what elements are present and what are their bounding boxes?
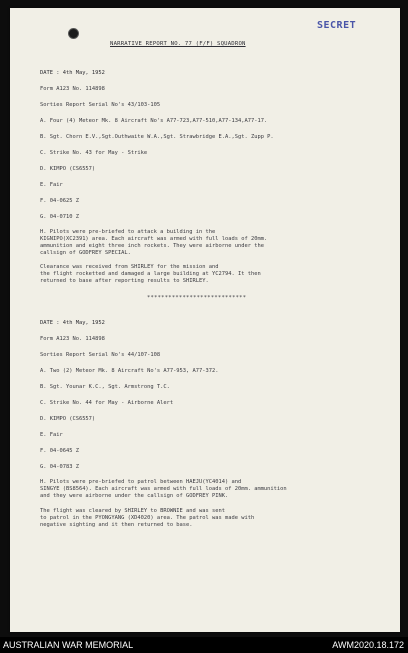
archive-footer	[0, 637, 408, 653]
s2-p2-line: The flight was cleared by SHIRLEY to BROWNIE and was sent	[40, 508, 225, 514]
s1-h-line: H. Pilots were pre-briefed to attack a building in the	[40, 229, 216, 235]
s1-p2-line: returned to base after reporting results to SHIRLEY.	[40, 278, 209, 284]
footer-institution: AUSTRALIAN WAR MEMORIAL	[3, 640, 134, 650]
footer-reference: AWM2020.18.172	[332, 640, 404, 650]
s2-h-line: H. Pilots were pre-briefed to patrol between HAEJU(YC4014) and	[40, 479, 242, 485]
s1-item-d: D. KIMPO (CS6557)	[40, 166, 96, 172]
s1-h-line: KIGNIPO(XC2391) area. Each aircraft was armed with full loads of 20mm.	[40, 236, 268, 242]
s2-h-line: and they were airborne under the callsign of GODFREY PINK.	[40, 493, 229, 499]
s1-h-line: callsign of GODFREY SPECIAL.	[40, 250, 131, 256]
s1-sorties: Sorties Report Serial No's 43/103-105	[40, 102, 161, 108]
s2-date: DATE : 4th May, 1952	[40, 320, 105, 326]
s1-date: DATE : 4th May, 1952	[40, 70, 105, 76]
s2-item-a: A. Two (2) Meteor Mk. 8 Aircraft No's A77-953, A77-372.	[40, 368, 219, 374]
s2-p2-line: to patrol in the PYONGYANG (XD4020) area. The patrol was made with	[40, 515, 255, 521]
secret-stamp: SECRET	[317, 20, 357, 31]
s1-item-f: F. 04-0625 Z	[40, 198, 79, 204]
s1-p2-line: Clearance was received from SHIRLEY for the mission and	[40, 264, 219, 270]
s2-item-g: G. 04-0783 Z	[40, 464, 79, 470]
punch-hole	[68, 28, 79, 39]
s1-h-line: ammunition and eight three inch rockets. They were airborne under the	[40, 243, 264, 249]
s2-item-c: C. Strike No. 44 for May - Airborne Alert	[40, 400, 174, 406]
s1-item-g: G. 04-0710 Z	[40, 214, 79, 220]
section-separator: ****************************	[147, 295, 247, 301]
report-title: NARRATIVE REPORT NO. 77 (F/F) SQUADRON	[110, 41, 246, 47]
s1-item-b: B. Sgt. Chorn E.V.,Sgt.Outhwaite W.A.,Sgt. Strawbridge E.A.,Sgt. Zupp P.	[40, 134, 274, 140]
s2-item-d: D. KIMPO (CS6557)	[40, 416, 96, 422]
s2-p2-line: negative sighting and it then returned to base.	[40, 522, 193, 528]
s1-item-a: A. Four (4) Meteor Mk. 8 Aircraft No's A77-723,A77-510,A77-134,A77-17.	[40, 118, 268, 124]
s2-form: Form A123 No. 114898	[40, 336, 105, 342]
s1-form: Form A123 No. 114898	[40, 86, 105, 92]
s2-h-line: SINGYE (BS8564). Each aircraft was armed with full loads of 20mm. ammunition	[40, 486, 287, 492]
s2-item-b: B. Sgt. Younar K.C., Sgt. Armstrong T.C.	[40, 384, 170, 390]
s1-item-c: C. Strike No. 43 for May - Strike	[40, 150, 148, 156]
s1-p2-line: the flight rocketted and damaged a large building at YC2794. It then	[40, 271, 261, 277]
s1-item-e: E. Fair	[40, 182, 63, 188]
s2-item-f: F. 04-0645 Z	[40, 448, 79, 454]
s2-item-e: E. Fair	[40, 432, 63, 438]
s2-sorties: Sorties Report Serial No's 44/107-108	[40, 352, 161, 358]
document-page	[10, 8, 400, 632]
